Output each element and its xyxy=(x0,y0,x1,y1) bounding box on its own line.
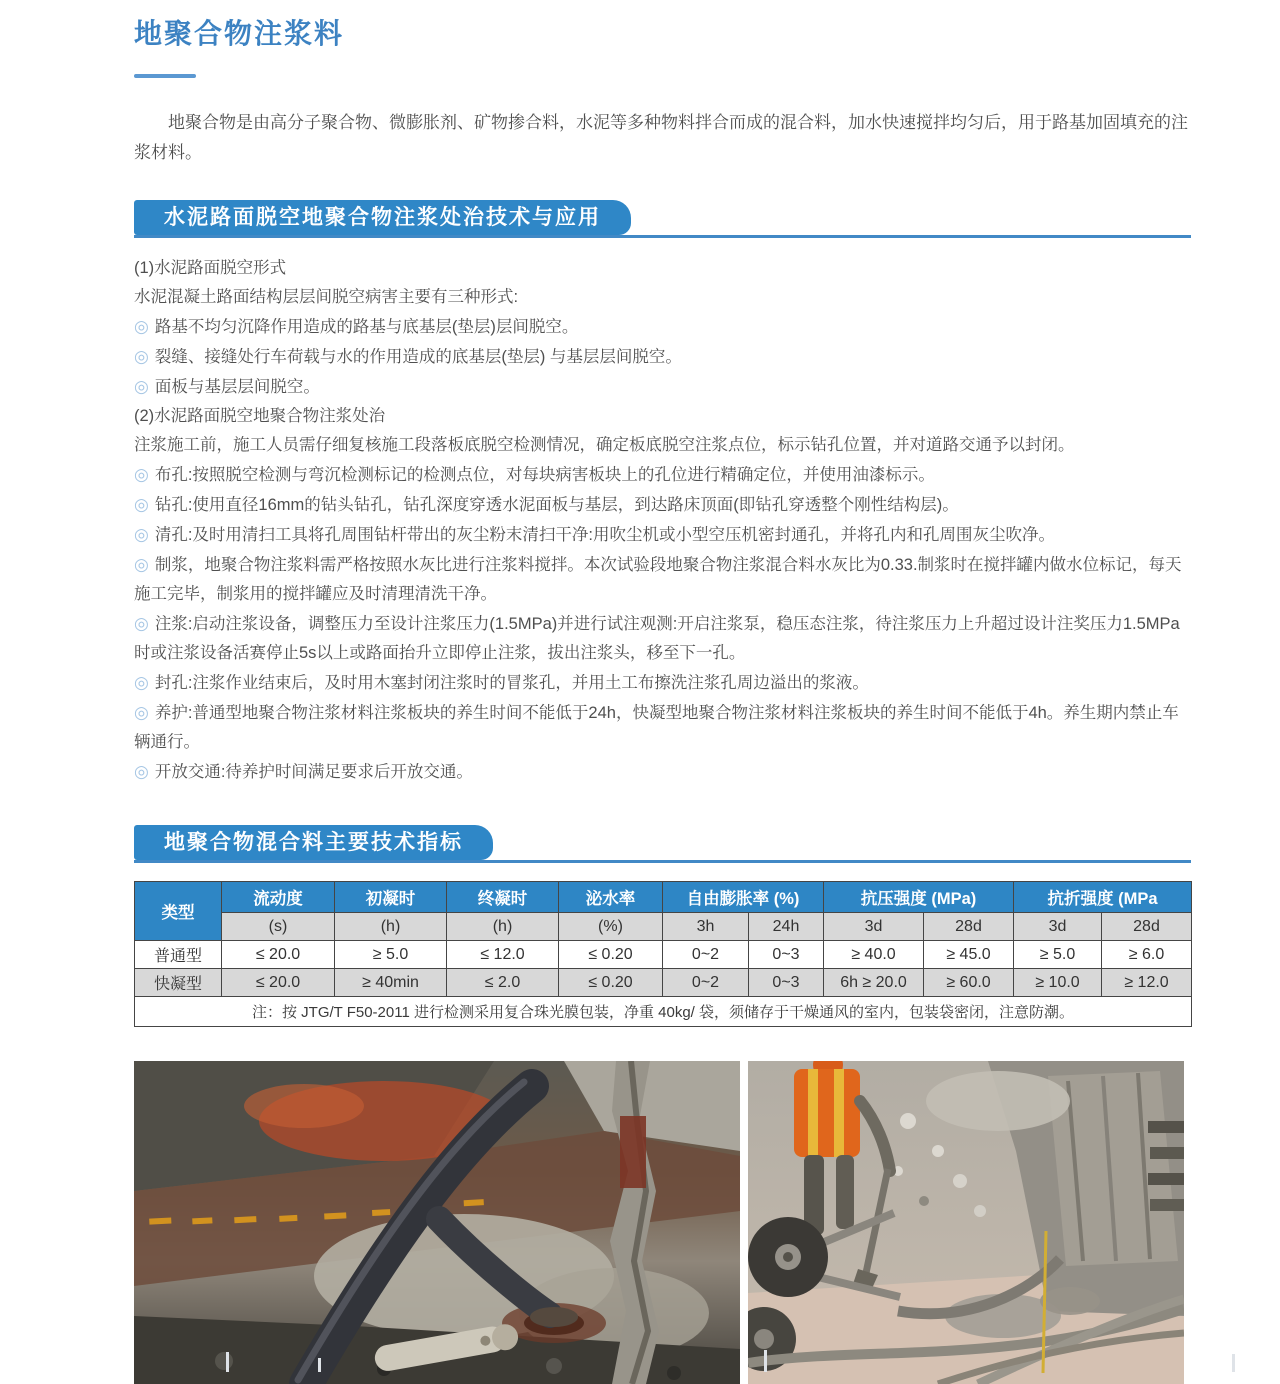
intro-paragraph: 地聚合物是由高分子聚合物、微膨胀剂、矿物掺合料，水泥等多种物料拌合而成的混合料，加水快速搅拌均匀后，用于路基加固填充的注浆材料。 xyxy=(134,113,1188,162)
value-cell: 0~3 xyxy=(749,969,824,997)
table-header-row-2 xyxy=(135,913,1192,941)
bullet-item xyxy=(134,698,1191,757)
bullet-text: 封孔:注浆作业结束后，及时用木塞封闭注浆时的冒浆孔，并用土工布擦洗注浆孔周边溢出的浆液。 xyxy=(154,674,869,692)
road-surface-illustration xyxy=(134,1061,740,1384)
paragraph xyxy=(134,283,1191,312)
table-note-row xyxy=(135,997,1192,1027)
ring-bullet-icon: ◎ xyxy=(134,762,149,781)
value-cell: ≤ 2.0 xyxy=(447,969,559,997)
table-row-normal-type xyxy=(135,941,1192,969)
header-cell: 初凝时 xyxy=(335,882,447,913)
value-cell: 0~2 xyxy=(663,969,749,997)
paragraph-text: (2)水泥路面脱空地聚合物注浆处治 xyxy=(134,407,386,425)
section1-heading-banner xyxy=(134,200,1191,238)
page-edge-artifact xyxy=(1232,1354,1235,1372)
ring-bullet-icon: ◎ xyxy=(134,377,149,396)
bullet-text: 开放交通:待养护时间满足要求后开放交通。 xyxy=(154,763,473,781)
section2-heading: 地聚合物混合料主要技术指标 xyxy=(134,825,493,860)
ring-bullet-icon: ◎ xyxy=(134,703,149,722)
sub-header-cell: 28d xyxy=(1102,913,1192,941)
bullet-item xyxy=(134,460,1191,490)
sub-header-cell: 3d xyxy=(1014,913,1102,941)
value-cell: ≤ 0.20 xyxy=(559,941,663,969)
ring-bullet-icon: ◎ xyxy=(134,347,149,366)
ring-bullet-icon: ◎ xyxy=(134,465,149,484)
value-cell: ≥ 60.0 xyxy=(924,969,1014,997)
value-cell: 0~3 xyxy=(749,941,824,969)
paragraph-text: (1)水泥路面脱空形式 xyxy=(134,259,287,277)
technical-spec-table xyxy=(134,881,1192,1027)
section1-body xyxy=(134,254,1191,787)
header-cell: 流动度 xyxy=(222,882,335,913)
value-cell: ≥ 5.0 xyxy=(335,941,447,969)
header-cell: 抗压强度 (MPa) xyxy=(824,882,1014,913)
header-cell: 自由膨胀率 (%) xyxy=(663,882,824,913)
ring-bullet-icon: ◎ xyxy=(134,317,149,336)
header-cell-type: 类型 xyxy=(135,882,222,941)
bullet-item xyxy=(134,342,1191,372)
value-cell: ≤ 20.0 xyxy=(222,969,335,997)
unit-cell: (s) xyxy=(222,913,335,941)
value-cell: ≥ 5.0 xyxy=(1014,941,1102,969)
ring-bullet-icon: ◎ xyxy=(134,673,149,692)
unit-cell: (h) xyxy=(335,913,447,941)
value-cell: 0~2 xyxy=(663,941,749,969)
section1-heading: 水泥路面脱空地聚合物注浆处治技术与应用 xyxy=(134,200,631,235)
value-cell: ≥ 40.0 xyxy=(824,941,924,969)
photo-worker-grouting-site xyxy=(748,1061,1184,1384)
bullet-item xyxy=(134,372,1191,402)
page-edge-artifact xyxy=(226,1352,229,1372)
bullet-text: 钻孔:使用直径16mm的钻头钻孔，钻孔深度穿透水泥面板与基层，到达路床顶面(即钻孔穿透整个刚性结构层)。 xyxy=(154,496,959,514)
value-cell: ≤ 12.0 xyxy=(447,941,559,969)
ring-bullet-icon: ◎ xyxy=(134,614,149,633)
bullet-item xyxy=(134,668,1191,698)
bullet-text: 布孔:按照脱空检测与弯沉检测标记的检测点位，对每块病害板块上的孔位进行精确定位，并使用油漆标示。 xyxy=(154,466,935,484)
paragraph xyxy=(134,402,1191,431)
table-row-fast-type xyxy=(135,969,1192,997)
header-cell: 抗折强度 (MPa xyxy=(1014,882,1192,913)
title-underline xyxy=(134,74,196,78)
page-edge-artifact xyxy=(318,1358,321,1372)
paragraph-text: 注浆施工前，施工人员需仔细复核施工段落板底脱空检测情况，确定板底脱空注浆点位，标示钻孔位置，并对道路交通予以封闭。 xyxy=(134,436,1075,454)
unit-cell: (%) xyxy=(559,913,663,941)
value-cell: ≤ 20.0 xyxy=(222,941,335,969)
ring-bullet-icon: ◎ xyxy=(134,495,149,514)
bullet-item xyxy=(134,757,1191,787)
value-cell: ≥ 6.0 xyxy=(1102,941,1192,969)
header-cell: 泌水率 xyxy=(559,882,663,913)
unit-cell: (h) xyxy=(447,913,559,941)
table-header-row-1 xyxy=(135,882,1192,913)
bullet-text: 注浆:启动注浆设备，调整压力至设计注浆压力(1.5MPa)并进行试注观测:开启注浆泵，稳压态注浆，待注浆压力上升超过设计注奖压力1.5MPa时或注浆设备活赛停止5s以上或路面抬升立即停止注浆，拔出注浆头，移至下一孔。 xyxy=(134,615,1180,662)
value-cell: ≥ 10.0 xyxy=(1014,969,1102,997)
ring-bullet-icon: ◎ xyxy=(134,525,149,544)
row-label: 普通型 xyxy=(135,941,222,969)
ring-bullet-icon: ◎ xyxy=(134,555,149,574)
photo-gallery xyxy=(134,1061,1191,1384)
sub-header-cell: 28d xyxy=(924,913,1014,941)
photo-grouting-hole-road-surface xyxy=(134,1061,740,1384)
sub-header-cell: 3d xyxy=(824,913,924,941)
worksite-illustration xyxy=(748,1061,1184,1384)
bullet-item xyxy=(134,520,1191,550)
paragraph-text: 水泥混凝土路面结构层层间脱空病害主要有三种形式: xyxy=(134,288,519,306)
sub-header-cell: 3h xyxy=(663,913,749,941)
value-cell: ≤ 0.20 xyxy=(559,969,663,997)
page-edge-artifact xyxy=(764,1350,767,1372)
bullet-text: 清孔:及时用清扫工具将孔周围钻杆带出的灰尘粉末清扫干净:用吹尘机或小型空压机密封通孔，并将孔内和孔周围灰尘吹净。 xyxy=(154,526,1056,544)
section2-heading-banner xyxy=(134,825,1191,863)
bullet-item xyxy=(134,490,1191,520)
paragraph xyxy=(134,431,1191,460)
value-cell: 6h ≥ 20.0 xyxy=(824,969,924,997)
bullet-item xyxy=(134,550,1191,609)
catalog-page xyxy=(134,0,1191,1384)
bullet-item xyxy=(134,609,1191,668)
bullet-text: 制浆，地聚合物注浆料需严格按照水灰比进行注浆料搅拌。本次试验段地聚合物注浆混合料水灰比为0.33.制浆时在搅拌罐内做水位标记，每天施工完毕，制浆用的搅拌罐应及时清理清洗干净。 xyxy=(134,556,1182,603)
bullet-item xyxy=(134,312,1191,342)
page-title: 地聚合物注浆料 xyxy=(134,18,345,49)
table-note: 注：按 JTG/T F50-2011 进行检测采用复合珠光膜包装，净重 40kg/ 袋，须储存于干燥通风的室内，包装袋密闭，注意防潮。 xyxy=(135,997,1192,1027)
value-cell: ≥ 45.0 xyxy=(924,941,1014,969)
paragraph xyxy=(134,254,1191,283)
bullet-text: 养护:普通型地聚合物注浆材料注浆板块的养生时间不能低于24h，快凝型地聚合物注浆材料注浆板块的养生时间不能低于4h。养生期内禁止车辆通行。 xyxy=(134,704,1179,751)
row-label: 快凝型 xyxy=(135,969,222,997)
bullet-text: 裂缝、接缝处行车荷载与水的作用造成的底基层(垫层) 与基层层间脱空。 xyxy=(154,348,682,366)
value-cell: ≥ 40min xyxy=(335,969,447,997)
sub-header-cell: 24h xyxy=(749,913,824,941)
bullet-text: 面板与基层层间脱空。 xyxy=(154,378,320,396)
header-cell: 终凝时 xyxy=(447,882,559,913)
value-cell: ≥ 12.0 xyxy=(1102,969,1192,997)
bullet-text: 路基不均匀沉降作用造成的路基与底基层(垫层)层间脱空。 xyxy=(154,318,579,336)
